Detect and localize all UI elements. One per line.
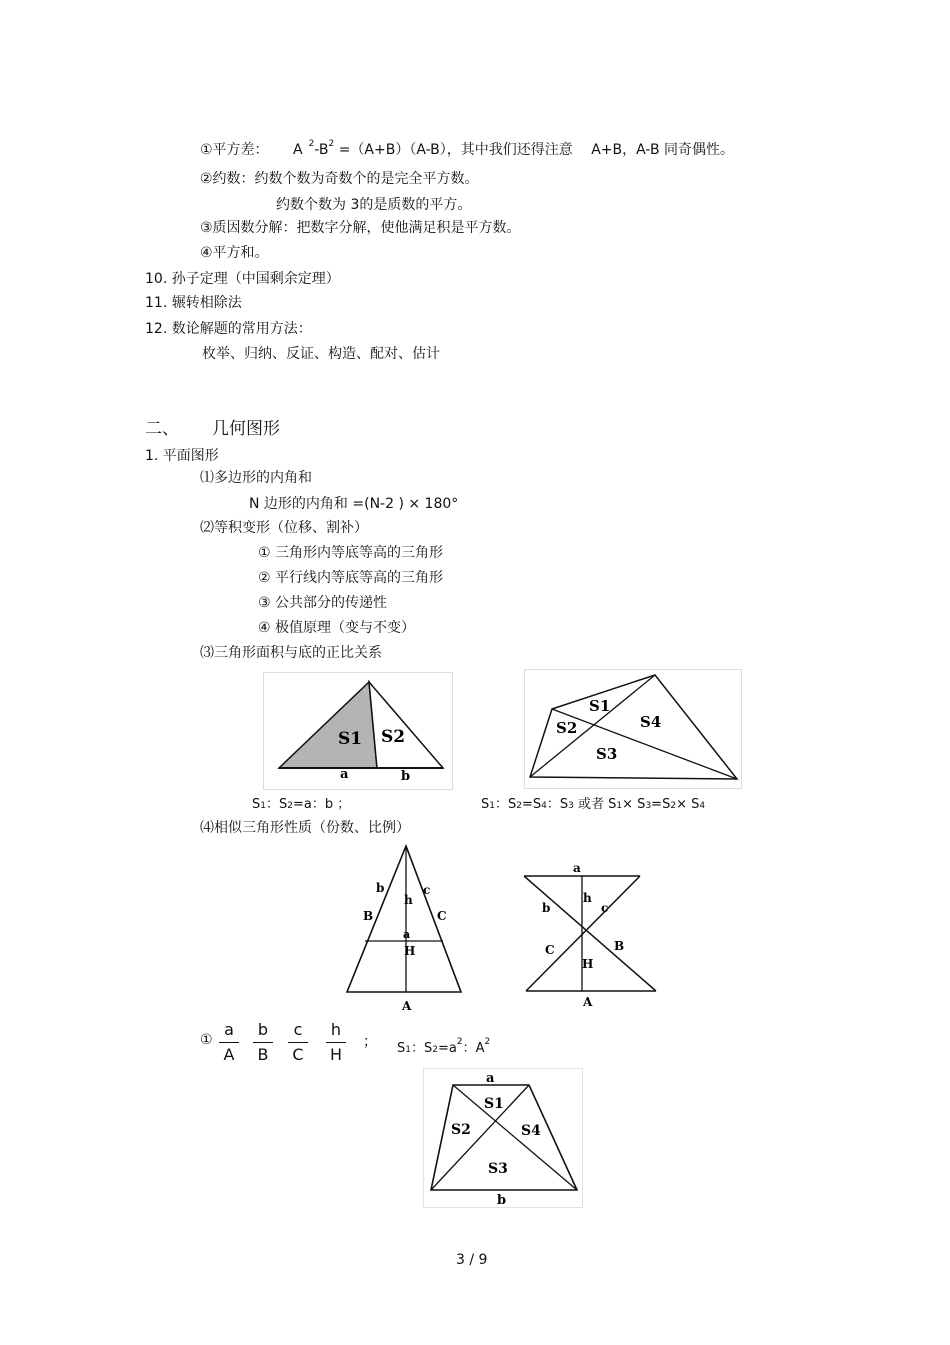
figure-quadrilateral-diagonals [524, 669, 742, 789]
fig5-s3-label: S3 [488, 1161, 508, 1177]
fig4-c-label: c [601, 901, 609, 915]
fig3-b-label: b [376, 881, 385, 895]
section-title: 几何图形 [212, 419, 280, 439]
fig5-s1-label: S1 [484, 1096, 504, 1112]
line-divisors: ②约数：约数个数为奇数个的是完全平方数。 [200, 171, 479, 187]
fig5-b-label: b [497, 1193, 507, 1208]
line-divisors-three: 约数个数为 3的是质数的平方。 [276, 197, 472, 213]
sub-polygon-angles: ⑴多边形的内角和 [200, 470, 312, 486]
fig3-c-label: c [423, 883, 431, 897]
item-11: 11. 辗转相除法 [145, 295, 242, 311]
sub-area-ratio: ⑶三角形面积与底的正比关系 [200, 645, 382, 661]
fig3-B-label: B [363, 909, 374, 923]
item-1: 1. 平面图形 [145, 448, 219, 464]
fraction-b-over-B: b B [253, 1021, 273, 1064]
fig3-C-label: C [437, 909, 447, 923]
fig2-s4-label: S4 [640, 713, 662, 731]
figure-triangle-split [263, 672, 453, 790]
fig3-h-label: h [404, 893, 413, 907]
line-difference-of-squares: ①平方差： A $^2-B^2 =(A+B)(A-B)$，其中我们还得注意 A+B，A-B 同奇偶性。 [200, 139, 735, 158]
fraction-h-over-H: h H [326, 1021, 346, 1064]
item-12: 12. 数论解题的常用方法： [145, 321, 312, 337]
fig4-C-label: C [545, 943, 555, 957]
fig5-s2-label: S2 [451, 1122, 471, 1138]
fig2-s1-label: S1 [589, 697, 611, 715]
fig3-H-label: H [404, 944, 416, 958]
ratio-s1-s2-s4-s3: S1：S2=S4：S3 或者 S1× S3=S2× S4 [481, 797, 706, 812]
methods-list: 枚举、归纳、反证、构造、配对、估计 [202, 346, 440, 362]
fig1-a-label: a [340, 767, 349, 782]
fig1-s2-label: S2 [381, 727, 406, 747]
equal-area-4: ④ 极值原理（变与不变） [258, 620, 416, 636]
sub-equal-area: ⑵等积变形（位移、割补） [200, 520, 368, 536]
fig4-B-label: B [614, 939, 625, 953]
fig2-s3-label: S3 [596, 745, 618, 763]
fig5-s4-label: S4 [521, 1123, 541, 1139]
fig5-a-label: a [486, 1071, 495, 1086]
figure-similar-hourglass [518, 858, 663, 1013]
equal-area-2: ② 平行线内等底等高的三角形 [258, 570, 444, 586]
fig4-b-label: b [542, 901, 551, 915]
figure-similar-nested [343, 842, 473, 1017]
fig3-a-label: a [403, 928, 411, 941]
fig1-s1-label: S1 [338, 729, 363, 749]
page-number: 3 / 9 [456, 1252, 488, 1268]
line-prime-factorization: ③质因数分解：把数字分解，使他满足积是平方数。 [200, 220, 521, 236]
ratio-prefix: ① [200, 1032, 213, 1048]
fraction-a-over-A: a A [219, 1021, 239, 1064]
fig2-s2-label: S2 [556, 719, 578, 737]
fig3-A-label: A [402, 999, 412, 1013]
equal-area-3: ③ 公共部分的传递性 [258, 595, 388, 611]
item-10: 10. 孙子定理（中国剩余定理） [145, 271, 340, 287]
equal-area-1: ① 三角形内等底等高的三角形 [258, 545, 444, 561]
sub-similar-triangles: ⑷相似三角形性质（份数、比例） [200, 820, 410, 836]
line-sum-of-squares: ④平方和。 [200, 245, 269, 261]
formula-angle-sum: N 边形的内角和 =(N-2 ) × 180° [249, 496, 459, 512]
fig4-H-label: H [582, 957, 594, 971]
ratio-area-squares: S1：$S2=a^2$：$A^2$ [397, 1037, 491, 1056]
fig4-h-label: h [583, 891, 592, 905]
section-number: 二、 [145, 419, 179, 439]
fraction-c-over-C: c C [288, 1021, 308, 1064]
figure-trapezoid-diagonals [423, 1068, 583, 1208]
ratio-s1-s2-ab: S1：S2=a：b ； [252, 797, 351, 812]
fig4-a-label: a [573, 861, 581, 875]
ratio-separator: ； [363, 1034, 377, 1050]
fig4-A-label: A [583, 995, 593, 1009]
fig1-b-label: b [401, 769, 411, 784]
